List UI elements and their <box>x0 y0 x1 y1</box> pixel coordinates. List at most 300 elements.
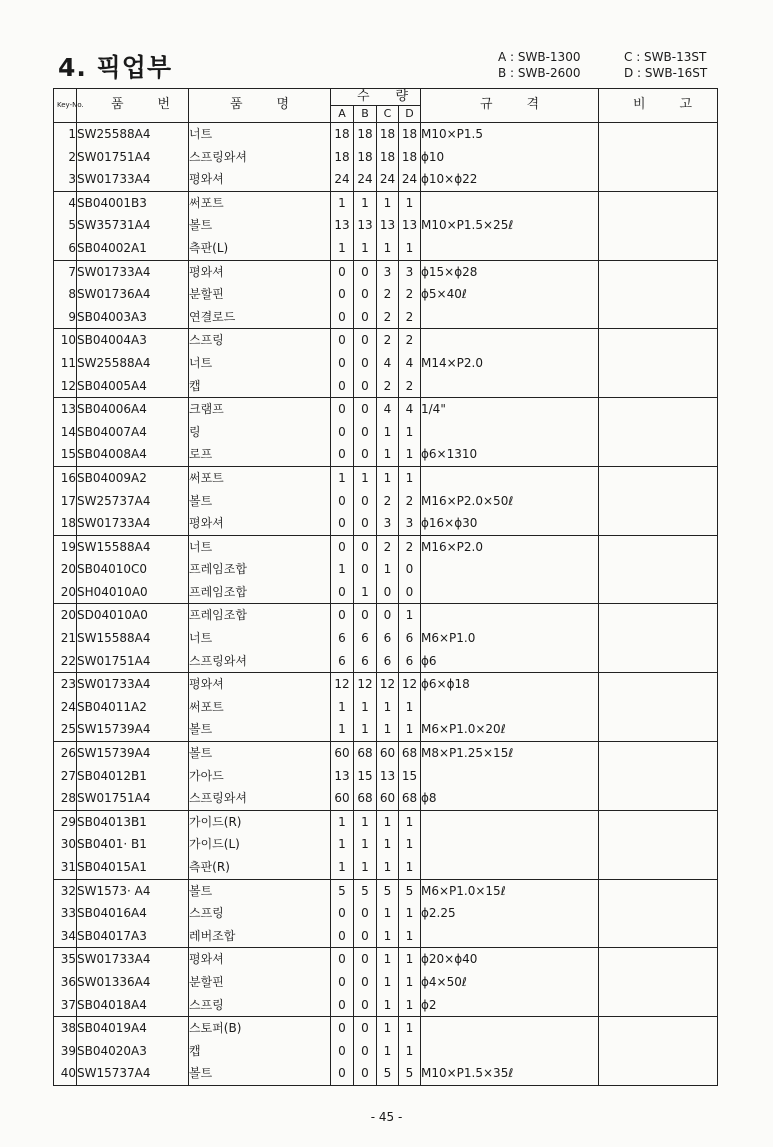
cell-key-no: 2 <box>54 146 77 169</box>
cell-spec: ϕ2.25 <box>421 902 599 925</box>
cell-key-no: 20 <box>54 604 77 627</box>
cell-spec: ϕ10 <box>421 146 599 169</box>
cell-key-no: 16 <box>54 466 77 489</box>
cell-part-name: 가아드 <box>189 765 331 788</box>
cell-spec: ϕ16×ϕ30 <box>421 512 599 535</box>
cell-spec: ϕ20×ϕ40 <box>421 948 599 971</box>
cell-part-name: 가이드(L) <box>189 833 331 856</box>
cell-qty-b: 0 <box>354 902 377 925</box>
cell-qty-a: 0 <box>331 283 354 306</box>
cell-qty-b: 6 <box>354 650 377 673</box>
cell-note <box>599 443 718 466</box>
cell-qty-d: 1 <box>399 810 421 833</box>
cell-key-no: 23 <box>54 673 77 696</box>
cell-key-no: 22 <box>54 650 77 673</box>
table-row <box>54 742 718 765</box>
cell-qty-d: 4 <box>399 398 421 421</box>
cell-qty-b: 1 <box>354 810 377 833</box>
cell-note <box>599 1017 718 1040</box>
cell-qty-c: 6 <box>377 650 399 673</box>
cell-spec: ϕ4×50ℓ <box>421 971 599 994</box>
cell-qty-c: 13 <box>377 214 399 237</box>
cell-part-name: 스프링와셔 <box>189 787 331 810</box>
table-row <box>54 168 718 191</box>
cell-qty-a: 60 <box>331 742 354 765</box>
cell-qty-d: 1 <box>399 971 421 994</box>
cell-qty-b: 18 <box>354 123 377 146</box>
cell-part-code: SH04010A0 <box>77 581 189 604</box>
cell-spec: M16×P2.0×50ℓ <box>421 490 599 513</box>
cell-note <box>599 558 718 581</box>
cell-note <box>599 718 718 741</box>
model-a: A : SWB-1300 <box>498 50 581 64</box>
cell-note <box>599 466 718 489</box>
header-part-no: 품번 <box>77 89 189 123</box>
cell-note <box>599 948 718 971</box>
model-legend <box>498 49 724 81</box>
cell-qty-a: 0 <box>331 443 354 466</box>
cell-key-no: 6 <box>54 237 77 260</box>
table-row <box>54 237 718 260</box>
cell-spec <box>421 329 599 352</box>
cell-key-no: 21 <box>54 627 77 650</box>
cell-qty-b: 0 <box>354 375 377 398</box>
table-row <box>54 352 718 375</box>
cell-qty-c: 18 <box>377 146 399 169</box>
cell-qty-d: 12 <box>399 673 421 696</box>
cell-qty-c: 12 <box>377 673 399 696</box>
cell-part-code: SW01733A4 <box>77 512 189 535</box>
cell-qty-b: 13 <box>354 214 377 237</box>
cell-qty-b: 0 <box>354 490 377 513</box>
cell-qty-a: 1 <box>331 558 354 581</box>
cell-part-code: SB04015A1 <box>77 856 189 879</box>
cell-qty-d: 1 <box>399 1040 421 1063</box>
cell-note <box>599 810 718 833</box>
cell-part-code: SD04010A0 <box>77 604 189 627</box>
cell-spec <box>421 1040 599 1063</box>
cell-qty-a: 0 <box>331 375 354 398</box>
cell-part-name: 분할핀 <box>189 283 331 306</box>
cell-note <box>599 237 718 260</box>
cell-key-no: 40 <box>54 1062 77 1085</box>
table-row <box>54 306 718 329</box>
cell-spec: M6×P1.0×20ℓ <box>421 718 599 741</box>
cell-qty-a: 6 <box>331 627 354 650</box>
cell-qty-c: 3 <box>377 512 399 535</box>
cell-spec: ϕ2 <box>421 994 599 1017</box>
cell-qty-c: 60 <box>377 787 399 810</box>
cell-qty-a: 60 <box>331 787 354 810</box>
cell-qty-a: 24 <box>331 168 354 191</box>
cell-qty-c: 1 <box>377 466 399 489</box>
table-row <box>54 902 718 925</box>
cell-key-no: 34 <box>54 925 77 948</box>
cell-part-code: SB04010C0 <box>77 558 189 581</box>
cell-spec <box>421 604 599 627</box>
cell-part-name: 볼트 <box>189 879 331 902</box>
header-qty-a: A <box>331 106 354 123</box>
cell-qty-b: 0 <box>354 512 377 535</box>
cell-qty-d: 2 <box>399 306 421 329</box>
cell-part-name: 평와셔 <box>189 673 331 696</box>
cell-qty-b: 0 <box>354 421 377 444</box>
cell-part-name: 평와셔 <box>189 168 331 191</box>
cell-qty-d: 0 <box>399 558 421 581</box>
cell-spec: M6×P1.0 <box>421 627 599 650</box>
table-row <box>54 810 718 833</box>
cell-qty-b: 0 <box>354 1062 377 1085</box>
cell-part-code: SB04012B1 <box>77 765 189 788</box>
cell-spec <box>421 306 599 329</box>
cell-part-name: 너트 <box>189 352 331 375</box>
cell-qty-d: 18 <box>399 146 421 169</box>
cell-spec <box>421 375 599 398</box>
cell-note <box>599 1062 718 1085</box>
cell-qty-d: 5 <box>399 1062 421 1085</box>
cell-spec: M14×P2.0 <box>421 352 599 375</box>
cell-key-no: 3 <box>54 168 77 191</box>
cell-spec <box>421 765 599 788</box>
cell-qty-d: 68 <box>399 742 421 765</box>
table-row <box>54 375 718 398</box>
table-row <box>54 421 718 444</box>
cell-note <box>599 375 718 398</box>
cell-key-no: 17 <box>54 490 77 513</box>
cell-part-code: SB04009A2 <box>77 466 189 489</box>
cell-qty-b: 0 <box>354 558 377 581</box>
cell-qty-c: 1 <box>377 925 399 948</box>
cell-part-code: SW01336A4 <box>77 971 189 994</box>
cell-key-no: 39 <box>54 1040 77 1063</box>
cell-qty-b: 0 <box>354 260 377 283</box>
cell-spec <box>421 421 599 444</box>
cell-note <box>599 971 718 994</box>
cell-spec <box>421 581 599 604</box>
cell-part-name: 측판(L) <box>189 237 331 260</box>
cell-qty-b: 0 <box>354 1017 377 1040</box>
cell-key-no: 9 <box>54 306 77 329</box>
cell-note <box>599 627 718 650</box>
cell-qty-c: 1 <box>377 443 399 466</box>
cell-part-name: 스토퍼(B) <box>189 1017 331 1040</box>
cell-qty-b: 1 <box>354 466 377 489</box>
cell-key-no: 20 <box>54 581 77 604</box>
cell-part-name: 링 <box>189 421 331 444</box>
cell-key-no: 30 <box>54 833 77 856</box>
cell-part-code: SW15739A4 <box>77 718 189 741</box>
cell-qty-a: 0 <box>331 306 354 329</box>
cell-qty-d: 15 <box>399 765 421 788</box>
cell-part-code: SB04008A4 <box>77 443 189 466</box>
cell-qty-a: 1 <box>331 856 354 879</box>
cell-qty-a: 0 <box>331 329 354 352</box>
table-row <box>54 718 718 741</box>
cell-spec: M10×P1.5×25ℓ <box>421 214 599 237</box>
cell-qty-b: 6 <box>354 627 377 650</box>
cell-spec <box>421 191 599 214</box>
cell-qty-d: 1 <box>399 466 421 489</box>
header-qty-d: D <box>399 106 421 123</box>
cell-part-code: SB0401· B1 <box>77 833 189 856</box>
cell-key-no: 10 <box>54 329 77 352</box>
cell-key-no: 33 <box>54 902 77 925</box>
cell-qty-a: 0 <box>331 971 354 994</box>
cell-qty-a: 0 <box>331 512 354 535</box>
cell-part-name: 너트 <box>189 627 331 650</box>
cell-qty-c: 4 <box>377 398 399 421</box>
cell-key-no: 36 <box>54 971 77 994</box>
cell-qty-b: 1 <box>354 856 377 879</box>
cell-qty-c: 1 <box>377 948 399 971</box>
cell-qty-d: 1 <box>399 191 421 214</box>
cell-note <box>599 535 718 558</box>
cell-note <box>599 650 718 673</box>
cell-key-no: 1 <box>54 123 77 146</box>
cell-qty-d: 2 <box>399 375 421 398</box>
cell-part-name: 스프링와셔 <box>189 146 331 169</box>
cell-qty-d: 18 <box>399 123 421 146</box>
cell-spec <box>421 856 599 879</box>
table-row <box>54 627 718 650</box>
header-qty-c: C <box>377 106 399 123</box>
cell-qty-d: 1 <box>399 994 421 1017</box>
cell-qty-a: 0 <box>331 994 354 1017</box>
cell-key-no: 15 <box>54 443 77 466</box>
table-row <box>54 673 718 696</box>
cell-note <box>599 742 718 765</box>
cell-part-name: 너트 <box>189 535 331 558</box>
cell-part-name: 볼트 <box>189 718 331 741</box>
cell-part-code: SB04018A4 <box>77 994 189 1017</box>
cell-part-name: 너트 <box>189 123 331 146</box>
cell-qty-a: 1 <box>331 833 354 856</box>
cell-qty-d: 1 <box>399 925 421 948</box>
cell-part-code: SW01751A4 <box>77 650 189 673</box>
cell-qty-c: 1 <box>377 718 399 741</box>
table-row <box>54 329 718 352</box>
cell-part-code: SW01751A4 <box>77 787 189 810</box>
cell-part-name: 측판(R) <box>189 856 331 879</box>
table-row <box>54 1062 718 1085</box>
cell-part-name: 볼트 <box>189 1062 331 1085</box>
cell-spec <box>421 1017 599 1040</box>
table-row <box>54 856 718 879</box>
cell-qty-c: 5 <box>377 1062 399 1085</box>
cell-qty-d: 3 <box>399 512 421 535</box>
cell-qty-b: 1 <box>354 718 377 741</box>
cell-qty-d: 6 <box>399 627 421 650</box>
cell-part-code: SB04019A4 <box>77 1017 189 1040</box>
cell-note <box>599 604 718 627</box>
cell-qty-a: 6 <box>331 650 354 673</box>
table-row <box>54 650 718 673</box>
cell-note <box>599 994 718 1017</box>
cell-note <box>599 168 718 191</box>
cell-note <box>599 306 718 329</box>
cell-qty-d: 1 <box>399 696 421 719</box>
cell-part-name: 로프 <box>189 443 331 466</box>
cell-part-code: SW01733A4 <box>77 948 189 971</box>
cell-spec: ϕ6 <box>421 650 599 673</box>
cell-spec <box>421 696 599 719</box>
cell-qty-c: 2 <box>377 375 399 398</box>
cell-key-no: 27 <box>54 765 77 788</box>
cell-qty-a: 0 <box>331 490 354 513</box>
cell-part-name: 평와셔 <box>189 512 331 535</box>
cell-qty-c: 3 <box>377 260 399 283</box>
cell-qty-c: 1 <box>377 1017 399 1040</box>
cell-key-no: 29 <box>54 810 77 833</box>
cell-qty-b: 0 <box>354 604 377 627</box>
cell-qty-d: 68 <box>399 787 421 810</box>
parts-table-body <box>54 123 718 1086</box>
cell-spec: M10×P1.5 <box>421 123 599 146</box>
cell-key-no: 24 <box>54 696 77 719</box>
cell-qty-c: 13 <box>377 765 399 788</box>
cell-part-name: 프레임조합 <box>189 581 331 604</box>
cell-qty-c: 60 <box>377 742 399 765</box>
cell-qty-d: 6 <box>399 650 421 673</box>
cell-note <box>599 879 718 902</box>
table-row <box>54 214 718 237</box>
page-title: 4. 픽업부 <box>58 53 173 82</box>
cell-key-no: 26 <box>54 742 77 765</box>
table-row <box>54 512 718 535</box>
table-row <box>54 490 718 513</box>
cell-qty-a: 0 <box>331 398 354 421</box>
cell-qty-b: 0 <box>354 283 377 306</box>
cell-qty-b: 0 <box>354 1040 377 1063</box>
cell-part-code: SW01733A4 <box>77 168 189 191</box>
cell-qty-d: 24 <box>399 168 421 191</box>
cell-qty-c: 1 <box>377 237 399 260</box>
cell-key-no: 14 <box>54 421 77 444</box>
cell-qty-c: 1 <box>377 1040 399 1063</box>
cell-qty-c: 4 <box>377 352 399 375</box>
cell-qty-a: 1 <box>331 696 354 719</box>
cell-part-name: 스프링 <box>189 994 331 1017</box>
table-row <box>54 283 718 306</box>
cell-qty-c: 2 <box>377 306 399 329</box>
cell-qty-c: 0 <box>377 581 399 604</box>
cell-spec: M8×P1.25×15ℓ <box>421 742 599 765</box>
cell-qty-d: 1 <box>399 718 421 741</box>
cell-qty-d: 2 <box>399 329 421 352</box>
cell-qty-c: 1 <box>377 856 399 879</box>
cell-qty-a: 5 <box>331 879 354 902</box>
cell-qty-b: 1 <box>354 833 377 856</box>
cell-part-name: 평와셔 <box>189 948 331 971</box>
cell-spec: ϕ6×ϕ18 <box>421 673 599 696</box>
cell-qty-d: 1 <box>399 856 421 879</box>
cell-note <box>599 902 718 925</box>
cell-qty-b: 0 <box>354 994 377 1017</box>
cell-qty-b: 0 <box>354 329 377 352</box>
cell-part-name: 써포트 <box>189 696 331 719</box>
cell-qty-d: 2 <box>399 283 421 306</box>
cell-qty-b: 0 <box>354 443 377 466</box>
cell-note <box>599 352 718 375</box>
cell-qty-c: 1 <box>377 191 399 214</box>
cell-qty-a: 18 <box>331 146 354 169</box>
cell-part-code: SB04013B1 <box>77 810 189 833</box>
model-d: D : SWB-16ST <box>624 66 708 80</box>
cell-qty-d: 3 <box>399 260 421 283</box>
table-row <box>54 833 718 856</box>
cell-qty-b: 68 <box>354 787 377 810</box>
cell-qty-b: 0 <box>354 398 377 421</box>
table-row <box>54 765 718 788</box>
cell-part-code: SW15737A4 <box>77 1062 189 1085</box>
cell-key-no: 7 <box>54 260 77 283</box>
cell-qty-b: 0 <box>354 306 377 329</box>
cell-qty-c: 1 <box>377 994 399 1017</box>
cell-qty-c: 1 <box>377 558 399 581</box>
cell-qty-a: 0 <box>331 260 354 283</box>
cell-qty-a: 0 <box>331 1062 354 1085</box>
table-row <box>54 1040 718 1063</box>
cell-spec <box>421 237 599 260</box>
cell-qty-c: 18 <box>377 123 399 146</box>
cell-qty-c: 0 <box>377 604 399 627</box>
cell-qty-b: 1 <box>354 581 377 604</box>
cell-part-code: SB04006A4 <box>77 398 189 421</box>
cell-part-name: 볼트 <box>189 214 331 237</box>
header-key-no: Key-No. <box>54 89 77 123</box>
cell-qty-a: 0 <box>331 1017 354 1040</box>
cell-part-code: SB04003A3 <box>77 306 189 329</box>
cell-qty-d: 4 <box>399 352 421 375</box>
table-row <box>54 443 718 466</box>
cell-note <box>599 123 718 146</box>
table-row <box>54 994 718 1017</box>
cell-note <box>599 833 718 856</box>
cell-note <box>599 1040 718 1063</box>
table-row <box>54 787 718 810</box>
cell-note <box>599 512 718 535</box>
cell-key-no: 32 <box>54 879 77 902</box>
cell-qty-c: 24 <box>377 168 399 191</box>
cell-part-code: SW1573· A4 <box>77 879 189 902</box>
cell-key-no: 19 <box>54 535 77 558</box>
cell-qty-d: 1 <box>399 833 421 856</box>
cell-qty-b: 0 <box>354 535 377 558</box>
cell-qty-d: 0 <box>399 581 421 604</box>
cell-qty-d: 1 <box>399 604 421 627</box>
cell-part-code: SB04017A3 <box>77 925 189 948</box>
cell-qty-c: 1 <box>377 421 399 444</box>
cell-note <box>599 421 718 444</box>
cell-key-no: 38 <box>54 1017 77 1040</box>
table-row <box>54 696 718 719</box>
cell-part-code: SB04002A1 <box>77 237 189 260</box>
cell-qty-a: 1 <box>331 718 354 741</box>
cell-part-name: 크램프 <box>189 398 331 421</box>
header-qty-b: B <box>354 106 377 123</box>
cell-note <box>599 856 718 879</box>
cell-spec: ϕ6×1310 <box>421 443 599 466</box>
cell-part-name: 가이드(R) <box>189 810 331 833</box>
table-row <box>54 535 718 558</box>
cell-qty-b: 5 <box>354 879 377 902</box>
cell-part-code: SB04005A4 <box>77 375 189 398</box>
cell-key-no: 28 <box>54 787 77 810</box>
cell-part-code: SW15588A4 <box>77 627 189 650</box>
table-row <box>54 398 718 421</box>
cell-note <box>599 214 718 237</box>
cell-qty-b: 1 <box>354 237 377 260</box>
